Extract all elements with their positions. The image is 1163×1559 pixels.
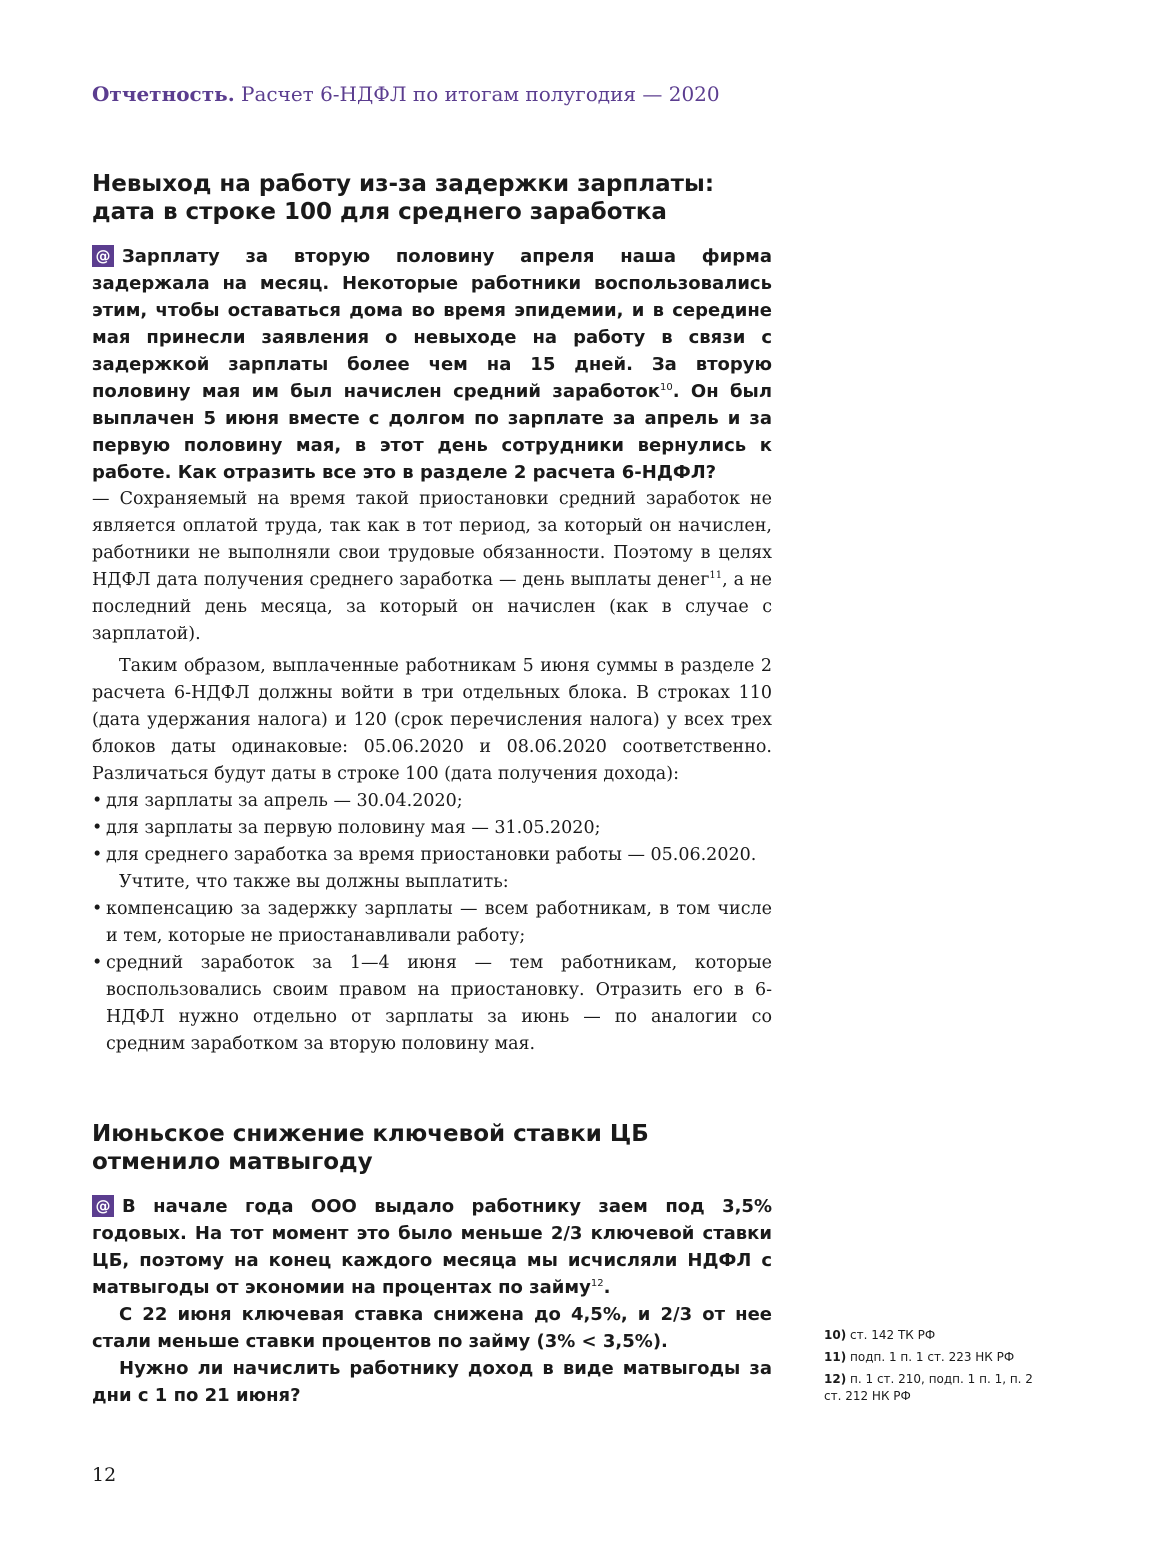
list-item: • для среднего заработка за время приостановки работы — 05.06.2020.: [92, 842, 772, 869]
footnotes: [824, 1327, 1054, 1410]
article-1-paragraph-3: Учтите, что также вы должны выплатить:: [119, 872, 509, 892]
article-1: [92, 170, 772, 1058]
article-2-question-para-2: С 22 июня ключевая ставка снижена до 4,5%, и 2/3 от нее стали меньше ставки процентов по займу (3% < 3,5%).: [92, 1304, 772, 1352]
article-2-question-para-3: Нужно ли начислить работнику доход в виде матвыгоды за дни с 1 по 21 июня?: [92, 1358, 772, 1406]
footnote-ref-10: 10: [659, 382, 673, 393]
question-at-icon: @: [92, 245, 114, 267]
article-2-question-para-1: [92, 1193, 772, 1301]
answer-text-1: — Сохраняемый на время такой приостановки средний заработок не является оплатой труда, так как в тот период, за который он начислен, работники не выполняли свои трудовые обязанности. Поэтому в целях НДФЛ дата получения среднего заработка — день выплаты денег: [92, 489, 772, 590]
list-item: • для зарплаты за первую половину мая — 31.05.2020;: [92, 815, 772, 842]
footnote-number: 11): [824, 1350, 847, 1364]
article-2: [92, 1120, 772, 1409]
list-item: • компенсацию за задержку зарплаты — всем работникам, в том числе и тем, которые не приостанавливали работу;: [92, 896, 772, 950]
article-1-answer: [92, 486, 772, 648]
footnote-number: 10): [824, 1328, 847, 1342]
payments-list: [92, 896, 772, 1058]
article-2-heading-line2: отменило матвыгоду: [92, 1149, 373, 1175]
answer-text-2: , а не последний день месяца, за который он начислен (как в случае с зарплатой).: [92, 570, 772, 644]
footnote-number: 12): [824, 1372, 847, 1386]
article-1-heading-line1: Невыход на работу из-за задержки зарплаты:: [92, 171, 715, 197]
question-text-1: Зарплату за вторую половину апреля наша фирма задержала на месяц. Некоторые работники воспользовались этим, чтобы оставаться дома во время эпидемии, и в середине мая принесли заявления о невыходе на работу в связи с задержкой зарплаты более чем на 15 дней. За вторую половину мая им был начислен средний заработок: [92, 246, 772, 402]
article-1-heading: [92, 170, 772, 226]
footnote-ref-11: 11: [709, 570, 723, 581]
article-1-paragraph-2: Таким образом, выплаченные работникам 5 июня суммы в разделе 2 расчета 6-НДФЛ должны войти в три отдельных блока. В строках 110 (дата удержания налога) и 120 (срок перечисления налога) у всех трех блоков даты одинаковые: 05.06.2020 и 08.06.2020 соответственно. Различаться будут даты в строке 100 (дата получения дохода):: [92, 656, 772, 784]
footnote-text: п. 1 ст. 210, подп. 1 п. 1, п. 2 ст. 212 НК РФ: [824, 1372, 1033, 1403]
header-section: Отчетность.: [92, 82, 235, 106]
question-text-2: . Он был выплачен 5 июня вместе с долгом по зарплате за апрель и за первую половину мая, в этот день сотрудники вернулись к работе. Как отразить все это в разделе 2 расчета 6-НДФЛ?: [92, 381, 772, 483]
question-text-1: В начале года ООО выдало работнику заем под 3,5% годовых. На тот момент это было меньше 2/3 ключевой ставки ЦБ, поэтому на конец каждого месяца мы исчисляли НДФЛ с матвыгоды от экономии на процентах по займу: [92, 1196, 772, 1298]
footnote-ref-12: 12: [590, 1278, 604, 1289]
list-item: • для зарплаты за апрель — 30.04.2020;: [92, 788, 772, 815]
article-2-heading-line1: Июньское снижение ключевой ставки ЦБ: [92, 1121, 649, 1147]
article-1-question: [92, 243, 772, 486]
footnote-text: ст. 142 ТК РФ: [850, 1328, 936, 1342]
footnote-text: подп. 1 п. 1 ст. 223 НК РФ: [850, 1350, 1015, 1364]
header-title: Расчет 6-НДФЛ по итогам полугодия — 2020: [241, 82, 720, 106]
article-2-heading: [92, 1120, 772, 1176]
article-2-question: [92, 1193, 772, 1409]
list-item: • средний заработок за 1—4 июня — тем работникам, которые воспользовались своим правом на приостановку. Отразить его в 6-НДФЛ нужно отдельно от зарплаты за июнь — по аналогии со средним заработком за вторую половину мая.: [92, 950, 772, 1058]
page-number: 12: [92, 1464, 117, 1486]
footnote-10: [824, 1327, 1054, 1344]
question-at-icon: @: [92, 1195, 114, 1217]
article-1-heading-line2: дата в строке 100 для среднего заработка: [92, 199, 667, 225]
footnote-11: [824, 1349, 1054, 1366]
question-text-2: .: [603, 1277, 611, 1298]
running-header: [92, 82, 720, 106]
footnote-12: [824, 1371, 1054, 1405]
dates-list: [92, 788, 772, 869]
